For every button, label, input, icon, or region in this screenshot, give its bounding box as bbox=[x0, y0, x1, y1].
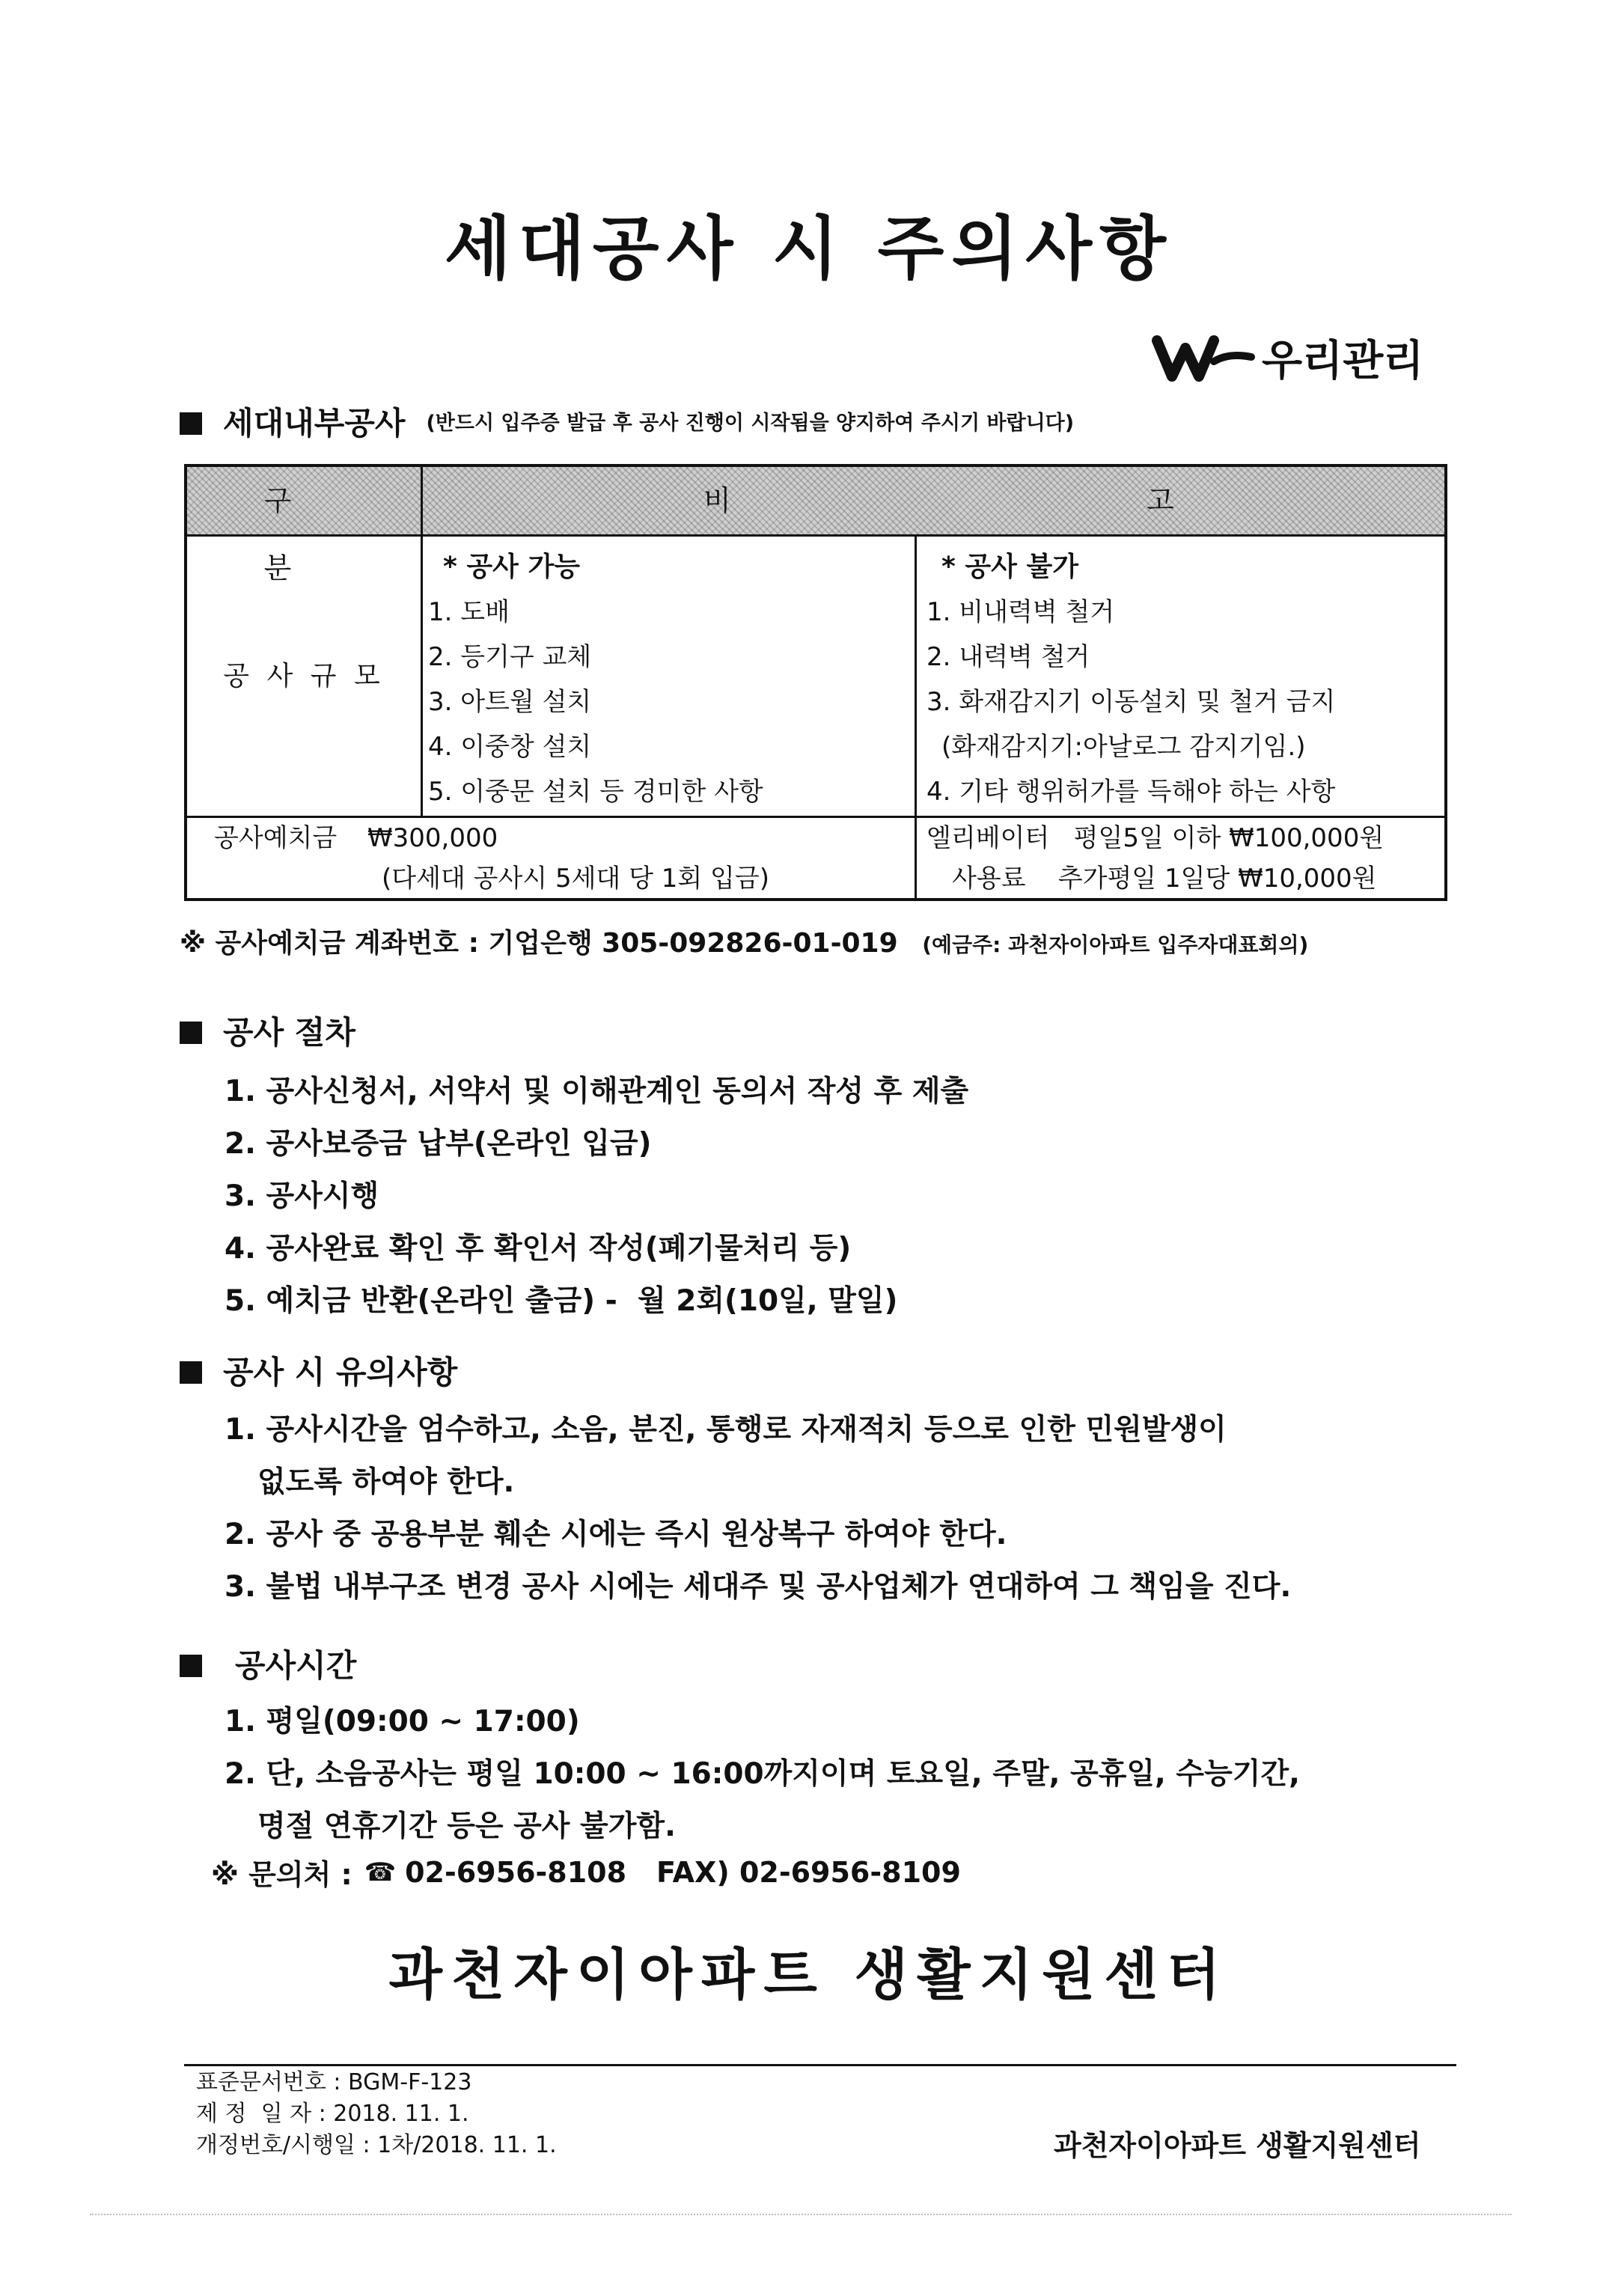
list-item: 3. 불법 내부구조 변경 공사 시에는 세대주 및 공사업체가 연대하여 그 책임을 진다. bbox=[225, 1570, 1292, 1604]
section-heading: 공사 절차 bbox=[223, 1014, 355, 1051]
footer-doc-number: 표준문서번호 : BGM-F-123 bbox=[196, 2069, 472, 2095]
impossible-works-list bbox=[926, 545, 1335, 814]
table-rule bbox=[915, 534, 917, 898]
elevator-fee-line-1: 엘리베이터 평일5일 이하 ₩100,000원 bbox=[926, 823, 1385, 853]
deposit-amount: ₩300,000 bbox=[367, 823, 498, 853]
account-holder: (예금주: 과천자이아파트 입주자대표회의) bbox=[922, 932, 1309, 957]
deposit-label: 공사예치금 bbox=[214, 823, 338, 853]
footer-divider bbox=[184, 2064, 1456, 2066]
work-scope-table bbox=[184, 464, 1447, 901]
list-item: 3. 공사시행 bbox=[225, 1179, 379, 1213]
square-bullet-icon bbox=[180, 412, 202, 435]
section-interior-work bbox=[180, 403, 1074, 445]
footer-doc-info bbox=[196, 2067, 557, 2161]
contact-phone: 02-6956-8108 bbox=[405, 1855, 627, 1889]
section-note: (반드시 입주증 발급 후 공사 진행이 시작됨을 양지하여 주시기 바랍니다) bbox=[426, 412, 1075, 435]
cautions-list bbox=[225, 1404, 1291, 1613]
header-remark-1: 비 bbox=[703, 484, 731, 517]
scan-edge-divider bbox=[90, 2214, 1512, 2215]
footer-organization: 과천자이아파트 생활지원센터 bbox=[1054, 2129, 1421, 2162]
section-heading: 세대내부공사 bbox=[223, 405, 406, 442]
impossible-works-title: * 공사 불가 bbox=[941, 552, 1078, 582]
list-item: 1. 비내력벽 철거 bbox=[926, 597, 1115, 627]
company-logo-text: 우리관리 bbox=[1262, 337, 1424, 385]
list-item: 2. 공사보증금 납부(온라인 입금) bbox=[225, 1127, 652, 1161]
company-logo bbox=[1151, 328, 1423, 388]
square-bullet-icon bbox=[180, 1022, 202, 1044]
contact-prefix: ※ 문의처 : bbox=[211, 1858, 352, 1891]
list-item: 없도록 하여야 한다. bbox=[257, 1465, 515, 1499]
list-item: 5. 이중문 설치 등 경미한 사항 bbox=[428, 777, 763, 807]
list-item: 1. 공사신청서, 서약서 및 이해관계인 동의서 작성 후 제출 bbox=[225, 1075, 969, 1108]
deposit-note: (다세대 공사시 5세대 당 1회 입금) bbox=[382, 864, 769, 894]
list-item: 3. 화재감지기 이동설치 및 철거 금지 bbox=[926, 687, 1336, 717]
section-heading: 공사시간 bbox=[235, 1647, 357, 1684]
list-item: 3. 아트월 설치 bbox=[428, 687, 592, 717]
square-bullet-icon bbox=[180, 1361, 202, 1384]
phone-icon: ☎ bbox=[364, 1857, 397, 1887]
list-item: 1. 도배 bbox=[428, 597, 510, 627]
center-name: 과천자이아파트 생활지원센터 bbox=[388, 1943, 1230, 2007]
elevator-fee-line-2: 사용료 추가평일 1일당 ₩10,000원 bbox=[952, 864, 1377, 894]
list-item: 2. 등기구 교체 bbox=[428, 642, 592, 672]
list-item: 2. 공사 중 공용부분 훼손 시에는 즉시 원상복구 하여야 한다. bbox=[225, 1518, 1007, 1551]
contact-fax: FAX) 02-6956-8109 bbox=[656, 1855, 961, 1889]
list-item: 1. 공사시간을 엄수하고, 소음, 분진, 통행로 자재적치 등으로 인한 민원발생이 bbox=[225, 1413, 1227, 1447]
list-item: 4. 기타 행위허가를 득해야 하는 사항 bbox=[926, 777, 1336, 807]
list-item: 4. 이중창 설치 bbox=[428, 732, 592, 762]
footer-enact-date: 제 정 일 자 : 2018. 11. 1. bbox=[196, 2101, 469, 2127]
procedure-list bbox=[225, 1066, 968, 1328]
possible-works-title: * 공사 가능 bbox=[443, 552, 580, 582]
section-heading: 공사 시 유의사항 bbox=[223, 1354, 458, 1390]
list-item: 명절 연휴기간 등은 공사 불가함. bbox=[257, 1810, 676, 1843]
list-item: 5. 예치금 반환(온라인 출금) - 월 2회(10일, 말일) bbox=[225, 1284, 898, 1318]
account-note bbox=[180, 922, 1308, 960]
deposit-line bbox=[214, 817, 498, 859]
contact-line bbox=[211, 1851, 961, 1893]
section-hours bbox=[180, 1645, 356, 1687]
section-cautions bbox=[180, 1352, 457, 1393]
document-title: 세대공사 시 주의사항 bbox=[445, 209, 1173, 289]
section-procedure bbox=[180, 1012, 355, 1054]
list-item: (화재감지기:아날로그 감지기임.) bbox=[941, 732, 1306, 762]
header-remark-2: 고 bbox=[1147, 484, 1174, 517]
square-bullet-icon bbox=[180, 1655, 202, 1677]
list-item: 1. 평일(09:00 ~ 17:00) bbox=[225, 1705, 580, 1738]
list-item: 2. 단, 소음공사는 평일 10:00 ~ 16:00까지이며 토요일, 주말, 공휴일, 수능기간, bbox=[225, 1757, 1300, 1791]
footer-revision: 개정번호/시행일 : 1차/2018. 11. 1. bbox=[196, 2132, 557, 2158]
hours-list bbox=[225, 1696, 1300, 1853]
account-number-text: ※ 공사예치금 계좌번호 : 기업은행 305-092826-01-019 bbox=[180, 928, 898, 959]
table-rule bbox=[421, 467, 423, 816]
header-category: 구 분 bbox=[263, 484, 397, 584]
list-item: 2. 내력벽 철거 bbox=[926, 642, 1090, 672]
row-label-scope: 공 사 규 모 bbox=[223, 661, 385, 691]
list-item: 4. 공사완료 확인 후 확인서 작성(폐기물처리 등) bbox=[225, 1232, 852, 1265]
company-logo-mark bbox=[1151, 332, 1256, 384]
possible-works-list bbox=[428, 545, 763, 814]
